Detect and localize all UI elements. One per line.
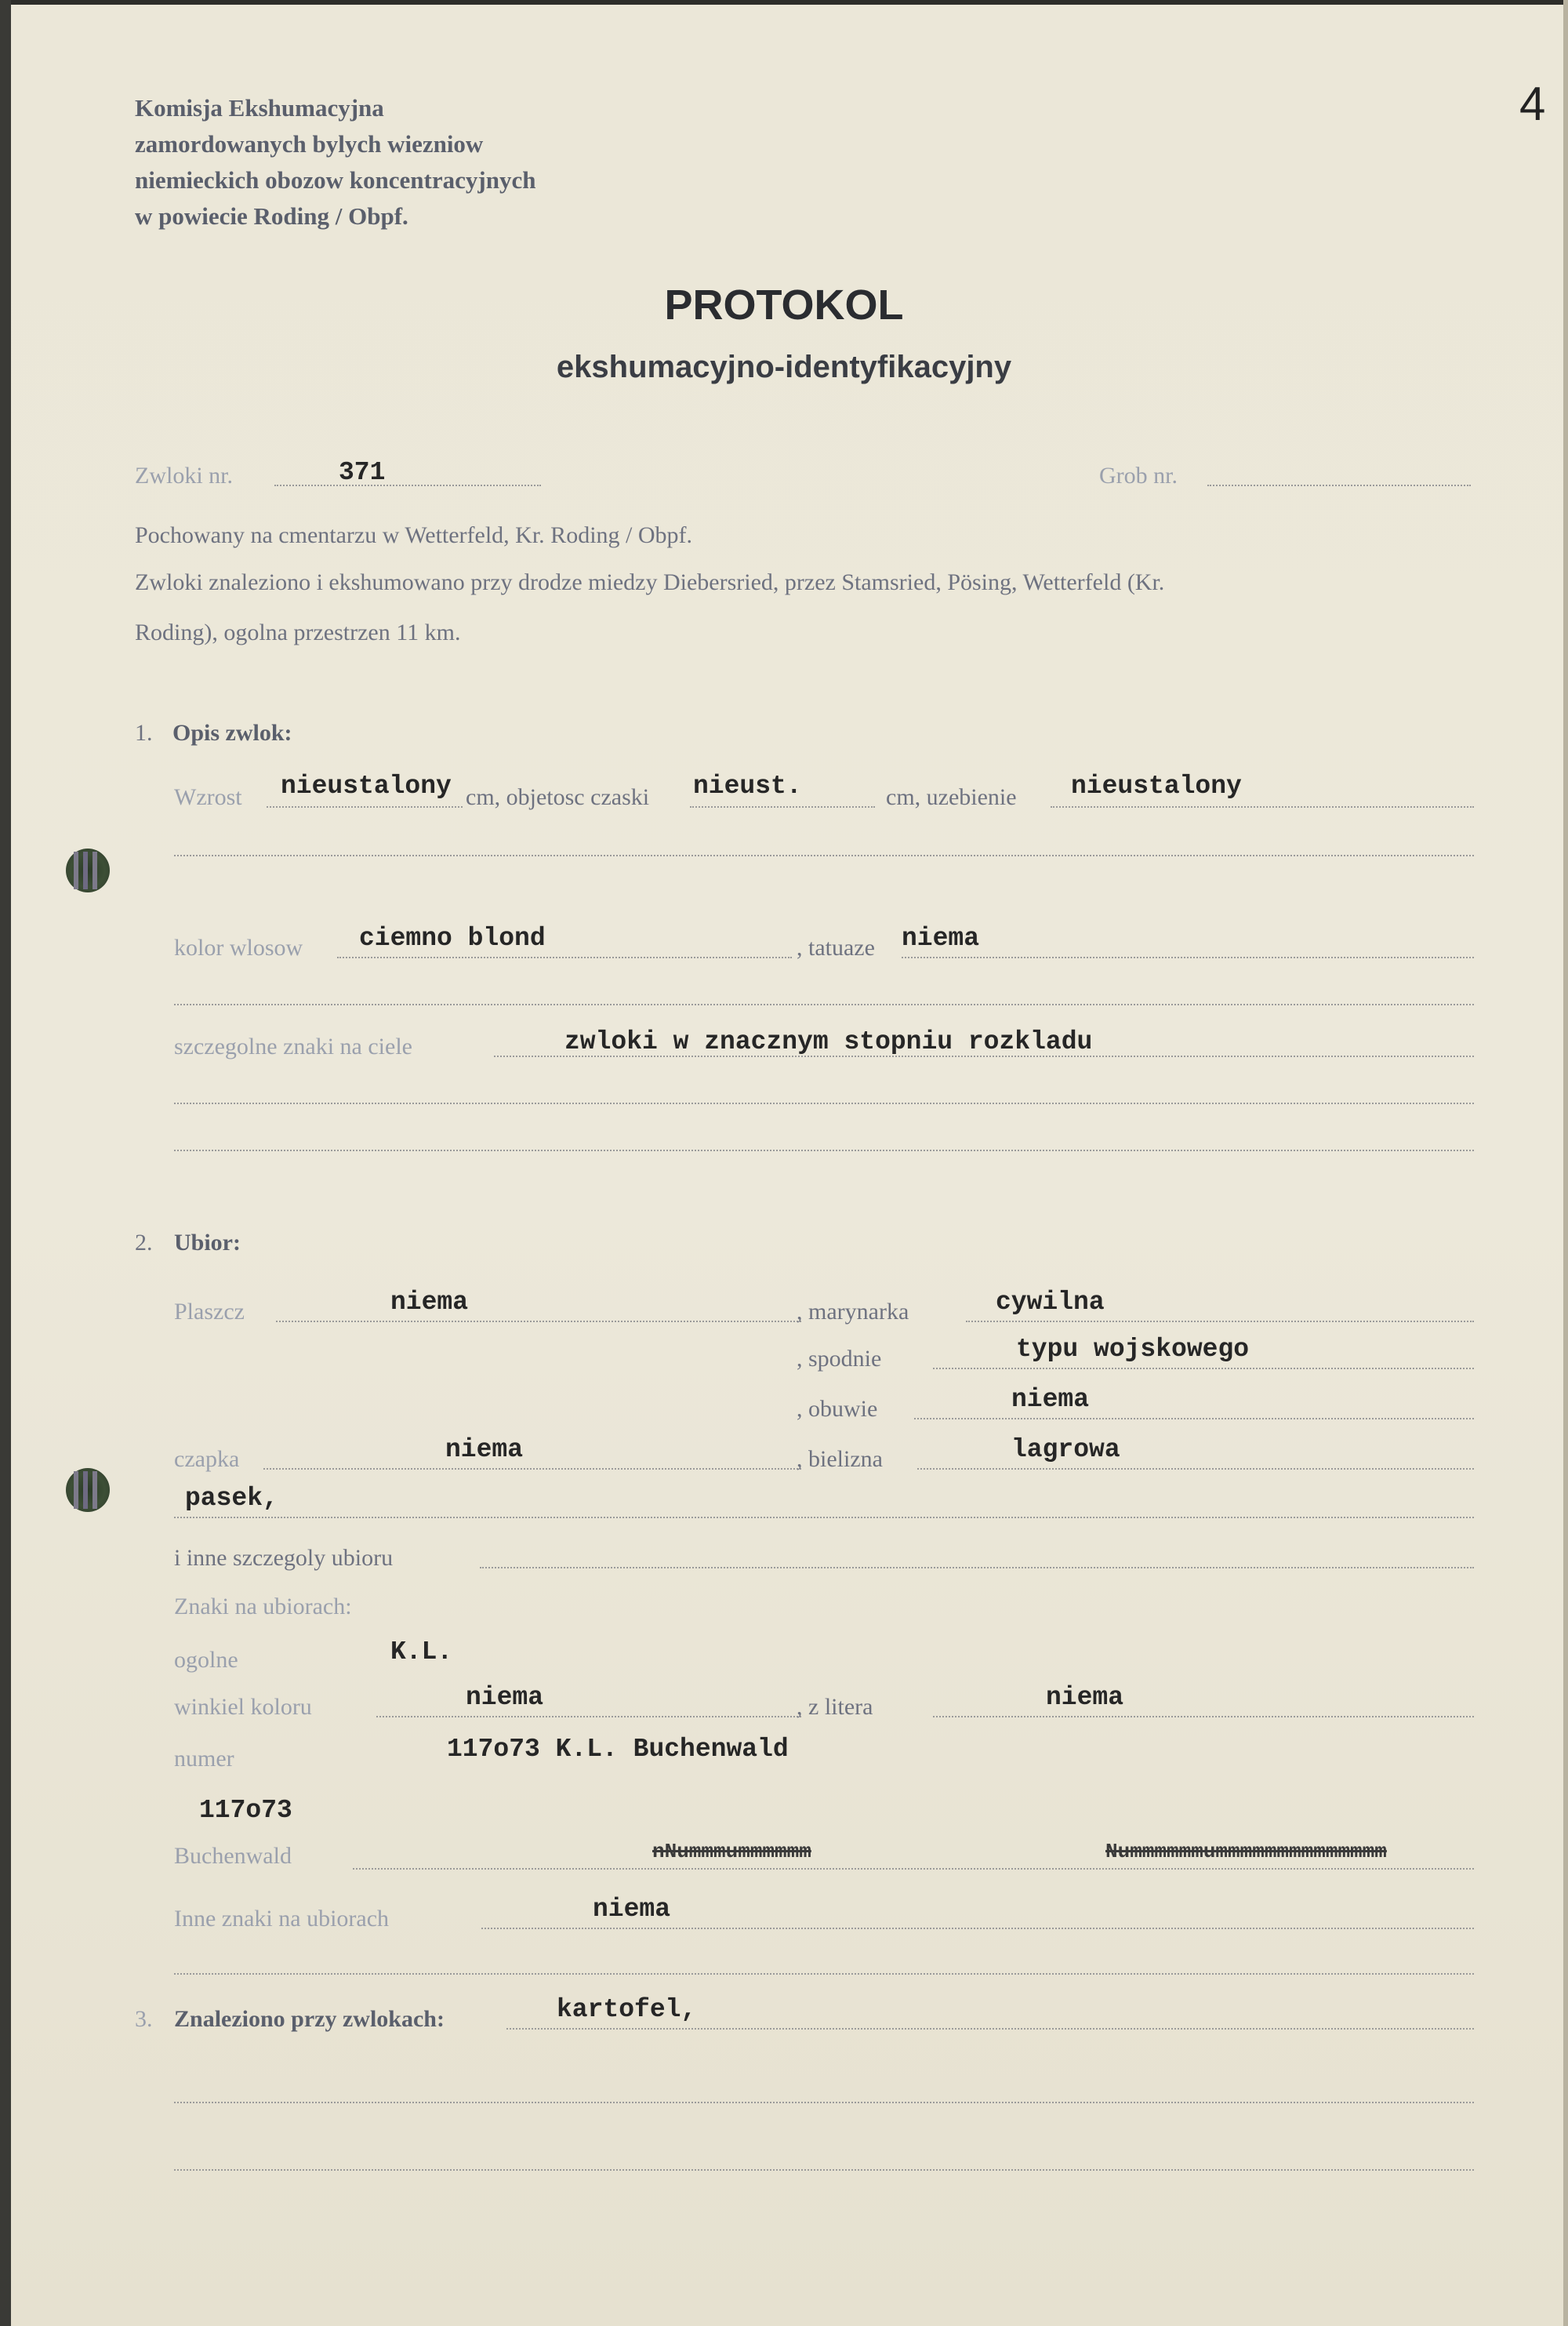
blank-line-6 — [174, 1973, 1474, 1975]
document-title: PROTOKOL — [664, 282, 904, 329]
blank-line-1 — [174, 855, 1474, 856]
inne-szczegoly-label: i inne szczegoly ubioru — [174, 1545, 394, 1571]
scan-edge-right — [1563, 0, 1568, 2326]
bielizna-label: , bielizna — [797, 1446, 883, 1472]
znaki-cialo-value: zwloki w znacznym stopniu rozkladu — [564, 1027, 1093, 1056]
zwloki-line — [274, 485, 541, 486]
numer-value: 117o73 K.L. Buchenwald — [447, 1735, 789, 1764]
org-line-4: w powiecie Roding / Obpf. — [135, 202, 408, 230]
bielizna-value: lagrowa — [1011, 1435, 1120, 1464]
inne-znaki-value: niema — [593, 1895, 671, 1924]
org-line-1: Komisja Ekshumacyjna — [135, 94, 384, 122]
page-number: 4 — [1519, 78, 1546, 130]
wzrost-value: nieustalony — [281, 772, 452, 801]
pasek-value: pasek, — [185, 1484, 278, 1513]
kolor-line — [337, 957, 792, 958]
znaleziono-text-2: Roding), ogolna przestrzen 11 km. — [135, 620, 461, 645]
grob-line — [1207, 485, 1471, 486]
obuwie-value: niema — [1011, 1385, 1090, 1414]
scan-edge-left — [0, 0, 11, 2326]
scan-edge-top — [0, 0, 1568, 5]
grob-label: Grob nr. — [1099, 463, 1178, 489]
blank-line-5 — [174, 1517, 1474, 1518]
section3-line — [506, 2028, 1474, 2030]
inne-szczegoly-line — [480, 1567, 1474, 1568]
plaszcz-value: niema — [390, 1288, 469, 1317]
kolor-label: kolor wlosow — [174, 935, 303, 961]
plaszcz-line — [276, 1321, 801, 1322]
document-subtitle: ekshumacyjno-identyfikacyjny — [556, 350, 1012, 384]
litera-value: niema — [1046, 1683, 1124, 1712]
inne-znaki-label: Inne znaki na ubiorach — [174, 1906, 390, 1932]
marynarka-label: , marynarka — [797, 1299, 909, 1325]
marynarka-value: cywilna — [996, 1288, 1105, 1317]
znaki-ubior-label: Znaki na ubiorach: — [174, 1594, 352, 1619]
tatuaze-value: niema — [902, 924, 980, 953]
section3-number: 3. — [135, 2006, 153, 2032]
bielizna-line — [917, 1468, 1474, 1470]
blank-line-7 — [174, 2102, 1474, 2103]
tatuaze-line — [902, 957, 1474, 958]
section1-heading: Opis zwlok: — [172, 720, 292, 746]
zwloki-label: Zwloki nr. — [135, 463, 233, 489]
czapka-value: niema — [445, 1435, 524, 1464]
winkiel-value: niema — [466, 1683, 544, 1712]
numer-label: numer — [174, 1746, 234, 1772]
czapka-label: czapka — [174, 1446, 240, 1472]
blank-line-4 — [174, 1150, 1474, 1151]
blank-line-2 — [174, 1004, 1474, 1005]
tatuaze-label: , tatuaze — [797, 935, 875, 961]
spodnie-line — [933, 1368, 1474, 1369]
czapka-line — [263, 1468, 801, 1470]
wzrost-label: Wzrost — [174, 784, 242, 810]
wzrost-line — [267, 806, 463, 808]
struck-text-right: Nummmmmmummmmmmmmmmmmmm — [1105, 1840, 1387, 1863]
obuwie-line — [914, 1418, 1474, 1419]
uzebienie-label: cm, uzebienie — [886, 784, 1017, 810]
litera-line — [933, 1716, 1474, 1717]
section2-heading: Ubior: — [174, 1230, 241, 1256]
czaski-line — [690, 806, 875, 808]
punch-hole-2 — [66, 1468, 110, 1512]
winkiel-line — [376, 1716, 801, 1717]
znaleziono-text-1: Zwloki znaleziono i ekshumowano przy drodze miedzy Diebersried, przez Stamsried, Pösing, Wetterfeld (Kr. — [135, 569, 1165, 595]
inne-znaki-line — [481, 1928, 1474, 1929]
blank-line-3 — [174, 1103, 1474, 1104]
spodnie-label: , spodnie — [797, 1346, 882, 1372]
czaski-label: cm, objetosc czaski — [466, 784, 650, 810]
czaski-value: nieust. — [693, 772, 802, 801]
buchenwald-line — [353, 1868, 1474, 1870]
kolor-value: ciemno blond — [359, 924, 546, 953]
section2-number: 2. — [135, 1230, 153, 1256]
uzebienie-line — [1051, 806, 1474, 808]
spodnie-value: typu wojskowego — [1016, 1335, 1250, 1364]
marynarka-line — [966, 1321, 1474, 1322]
numer-extra-value: 117o73 — [199, 1796, 292, 1825]
blank-line-8 — [174, 2169, 1474, 2171]
litera-label: , z litera — [797, 1694, 873, 1720]
punch-hole-1 — [66, 849, 110, 892]
section3-heading: Znaleziono przy zwlokach: — [174, 2006, 445, 2032]
buchenwald-label: Buchenwald — [174, 1843, 292, 1869]
pochowany-text: Pochowany na cmentarzu w Wetterfeld, Kr. Roding / Obpf. — [135, 522, 693, 548]
org-line-2: zamordowanych bylych wiezniow — [135, 130, 484, 158]
org-line-3: niemieckich obozow koncentracyjnych — [135, 166, 536, 194]
obuwie-label: , obuwie — [797, 1396, 878, 1422]
plaszcz-label: Plaszcz — [174, 1299, 245, 1325]
winkiel-label: winkiel koloru — [174, 1694, 312, 1720]
struck-text-middle: nNummmummmmmm — [652, 1840, 811, 1863]
znaki-cialo-label: szczegolne znaki na ciele — [174, 1034, 412, 1059]
zwloki-value: 371 — [339, 458, 386, 487]
uzebienie-value: nieustalony — [1071, 772, 1242, 801]
ogolne-label: ogolne — [174, 1647, 238, 1673]
section1-number: 1. — [135, 720, 153, 746]
znaleziono-value: kartofel, — [557, 1995, 697, 2024]
ogolne-value: K.L. — [390, 1637, 453, 1666]
